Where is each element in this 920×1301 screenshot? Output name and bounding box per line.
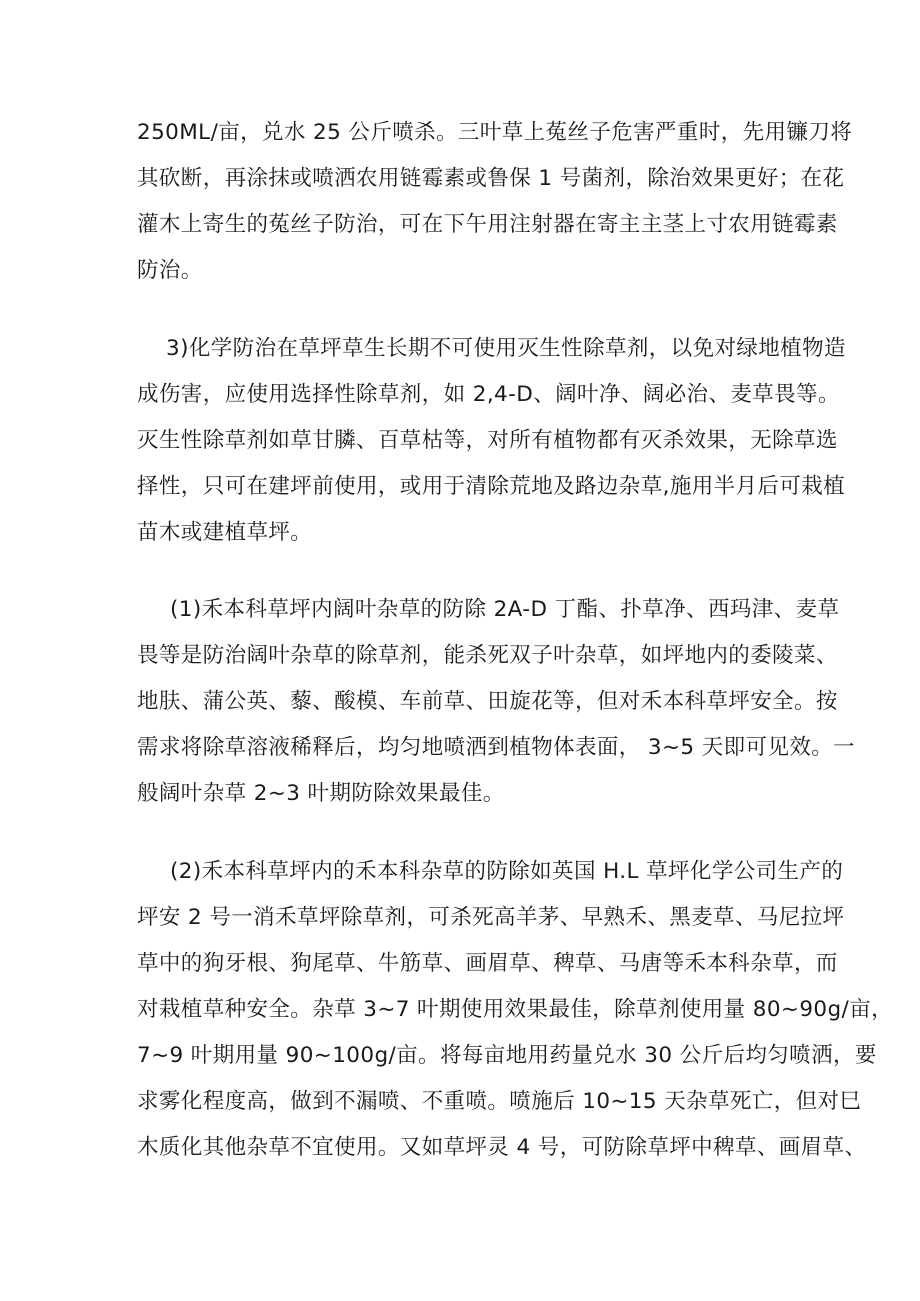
text-line: 般阔叶杂草 2~3 叶期防除效果最佳。	[137, 781, 505, 806]
text-line: 择性，只可在建坪前使用，或用于清除荒地及路边杂草,施用半月后可栽植	[137, 474, 846, 499]
text-line: 畏等是防治阔叶杂草的除草剂，能杀死双子叶杂草，如坪地内的委陵菜、	[137, 643, 838, 668]
text-line: 求雾化程度高，做到不漏喷、不重喷。喷施后 10~15 天杂草死亡，但对巳	[137, 1089, 862, 1114]
text-line: 木质化其他杂草不宜使用。又如草坪灵 4 号，可防除草坪中稗草、画眉草、	[137, 1135, 867, 1160]
text-line: 250ML/亩，兑水 25 公斤喷杀。三叶草上菟丝子危害严重时，先用镰刀将	[137, 120, 853, 145]
text-line: 防治。	[137, 258, 203, 283]
text-line: 灌木上寄生的菟丝子防治，可在下午用注射器在寄主主茎上寸农用链霉素	[137, 212, 838, 237]
text-line: 地肤、蒲公英、藜、酸模、车前草、田旋花等，但对禾本科草坪安全。按	[137, 689, 838, 714]
text-line: (1)禾本科草坪内阔叶杂草的防除 2A-D 丁酯、扑草净、西玛津、麦草	[170, 597, 840, 622]
text-line: 7~9 叶期用量 90~100g/亩。将每亩地用药量兑水 30 公斤后均匀喷洒，要	[137, 1043, 877, 1068]
text-line: 草中的狗牙根、狗尾草、牛筋草、画眉草、稗草、马唐等禾本科杂草，而	[137, 951, 838, 976]
text-line: 对栽植草种安全。杂草 3~7 叶期使用效果最佳，除草剂使用量 80~90g/亩，	[137, 997, 893, 1022]
text-line: 坪安 2 号一消禾草坪除草剂，可杀死高羊茅、早熟禾、黑麦草、马尼拉坪	[137, 905, 845, 930]
text-line: (2)禾本科草坪内的禾本科杂草的防除如英国 H.L 草坪化学公司生产的	[170, 859, 844, 884]
text-line: 其砍断，再涂抹或喷洒农用链霉素或鲁保 1 号菌剂，除治效果更好；在花	[137, 166, 845, 191]
text-line: 需求将除草溶液稀释后，均匀地喷洒到植物体表面， 3~5 天即可见效。一	[137, 735, 856, 760]
text-line: 灭生性除草剂如草甘膦、百草枯等，对所有植物都有灭杀效果，无除草选	[137, 428, 838, 453]
text-line: 苗木或建植草坪。	[137, 520, 313, 545]
text-line: 成伤害，应使用选择性除草剂，如 2,4-D、阔叶净、阔必治、麦草畏等。	[137, 382, 840, 407]
text-line: 3)化学防治在草坪草生长期不可使用灭生性除草剂，以免对绿地植物造	[166, 336, 846, 361]
